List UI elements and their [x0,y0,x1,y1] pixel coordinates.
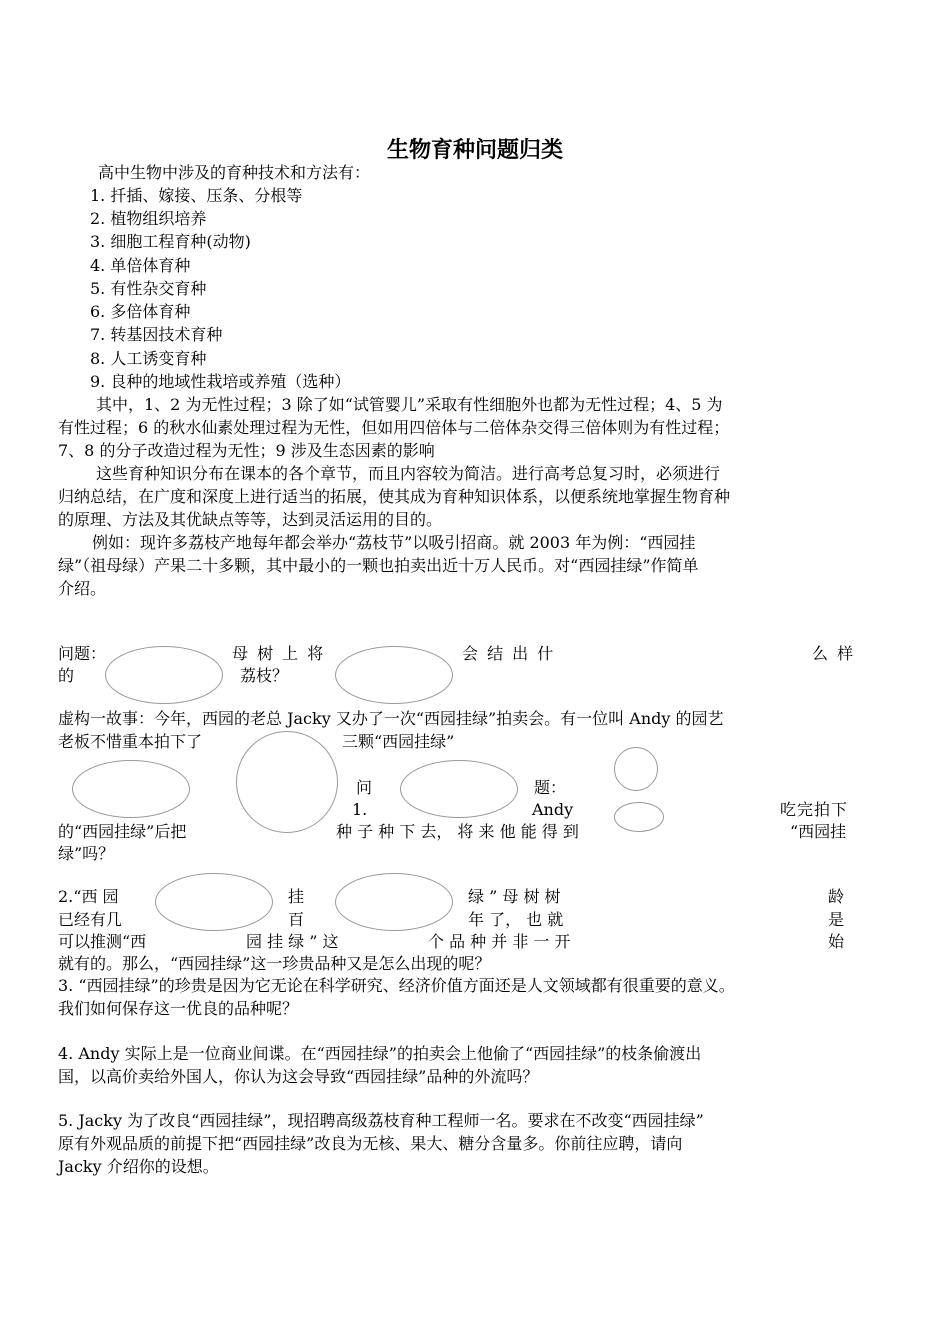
question-text: 1. [352,800,368,819]
question-text: Andy [532,800,574,819]
method-item: 9. 良种的地域性栽培或养殖（选种） [90,372,351,391]
question-text: 绿 ” 母 树 树 [468,887,561,906]
question-text: 种 子 种 下 去， 将 来 他 能 得 到 [336,822,579,841]
method-item: 8. 人工诱变育种 [90,349,207,368]
question-text: 荔枝？ [240,666,289,685]
question-text: 的“西园挂绿”后把 [58,822,187,841]
image-placeholder-oval [335,873,453,931]
story-line: 虚构一故事：今年，西园的老总 Jacky 又办了一次“西园挂绿”拍卖会。有一位叫 Andy 的园艺 [58,709,724,728]
image-placeholder-oval [105,646,223,704]
paragraph-line: 例如：现许多荔枝产地每年都会举办“荔枝节”以吸引招商。就 2003 年为例：“西园挂 [92,533,696,552]
question-text: 始 [828,932,845,951]
method-item: 2. 植物组织培养 [90,209,207,228]
paragraph-line: 其中，1、2 为无性过程；3 除了如“试管婴儿”采取有性细胞外也都为无性过程；4、5 为 [80,395,723,414]
image-placeholder-oval [236,731,338,833]
question-text: 4. Andy 实际上是一位商业间谍。在“西园挂绿”的拍卖会上他偷了“西园挂绿”的枝条偷渡出 [58,1044,702,1063]
question-text: 问 [356,778,373,797]
image-placeholder-oval [400,760,518,818]
question-text: 2.“西 园 [58,887,119,906]
question-text: 么 样 [812,644,856,663]
question-text: 5. Jacky 为了改良“西园挂绿”，现招聘高级荔枝育种工程师一名。要求在不改变“西园挂绿” [58,1111,704,1130]
paragraph-line: 这些育种知识分布在课本的各个章节，而且内容较为简洁。进行高考总复习时，必须进行 [80,464,721,483]
question-text: 百 [288,910,305,929]
method-item: 1. 扦插、嫁接、压条、分根等 [90,186,303,205]
paragraph-line: 7、8 的分子改造过程为无性；9 涉及生态因素的影响 [58,441,435,460]
question-text: 是 [828,910,845,929]
method-item: 7. 转基因技术育种 [90,325,223,344]
question-text: Jacky 介绍你的设想。 [58,1157,219,1176]
paragraph-line: 有性过程；6 的秋水仙素处理过程为无性，但如用四倍体与二倍体杂交得三倍体则为有性过程； [58,418,730,437]
story-line: 老板不惜重本拍下了 [58,732,203,751]
image-placeholder-oval [614,802,664,832]
question-text: 挂 [288,887,305,906]
question-text: 3. “西园挂绿”的珍贵是因为它无论在科学研究、经济价值方面还是人文领域都有很重要的意义。 [58,976,735,995]
question-text: 已经有几 [58,910,123,929]
paragraph-line: 绿”（祖母绿）产果二十多颗，其中最小的一颗也拍卖出近十万人民币。对“西园挂绿”作简单 [58,556,699,575]
method-item: 6. 多倍体育种 [90,302,191,321]
question-text: 龄 [828,887,845,906]
question-text: 题： [534,778,567,797]
story-line: 三颗“西园挂绿” [342,732,455,751]
question-text: 国，以高价卖给外国人，你认为这会导致“西园挂绿”品种的外流吗？ [58,1067,539,1086]
image-placeholder-oval [155,873,273,931]
intro-line: 高中生物中涉及的育种技术和方法有： [98,163,371,182]
image-placeholder-oval [614,747,658,791]
paragraph-line: 的原理、方法及其优缺点等等，达到灵活运用的目的。 [58,510,443,529]
method-item: 4. 单倍体育种 [90,256,191,275]
question-text: 年 了， 也 就 [468,910,564,929]
paragraph-line: 介绍。 [58,579,107,598]
question-text: 的 [58,666,75,685]
question-text: 问题： [58,644,107,663]
image-placeholder-oval [72,760,190,818]
document-title: 生物育种问题归类 [386,138,563,163]
question-text: 我们如何保存这一优良的品种呢？ [58,999,299,1018]
image-placeholder-oval [335,646,453,704]
question-text: 可以推测“西 [58,932,147,951]
question-text: “西园挂 [790,822,847,841]
method-item: 5. 有性杂交育种 [90,279,207,298]
paragraph-line: 归纳总结，在广度和深度上进行适当的拓展，使其成为育种知识体系，以便系统地掌握生物育种 [58,487,731,506]
question-text: 吃完拍下 [780,800,849,819]
question-text: 绿”吗？ [58,844,115,863]
question-text: 会 结 出 什 [462,644,556,663]
question-text: 就有的。那么，“西园挂绿”这一珍贵品种又是怎么出现的呢？ [58,954,491,973]
question-text: 母 树 上 将 [232,644,326,663]
question-text: 园 挂 绿 ” 这 [246,932,339,951]
question-text: 个 品 种 并 非 一 开 [428,932,571,951]
method-item: 3. 细胞工程育种(动物) [90,232,251,251]
question-text: 原有外观品质的前提下把“西园挂绿”改良为无核、果大、糖分含量多。你前往应聘，请向 [58,1134,683,1153]
